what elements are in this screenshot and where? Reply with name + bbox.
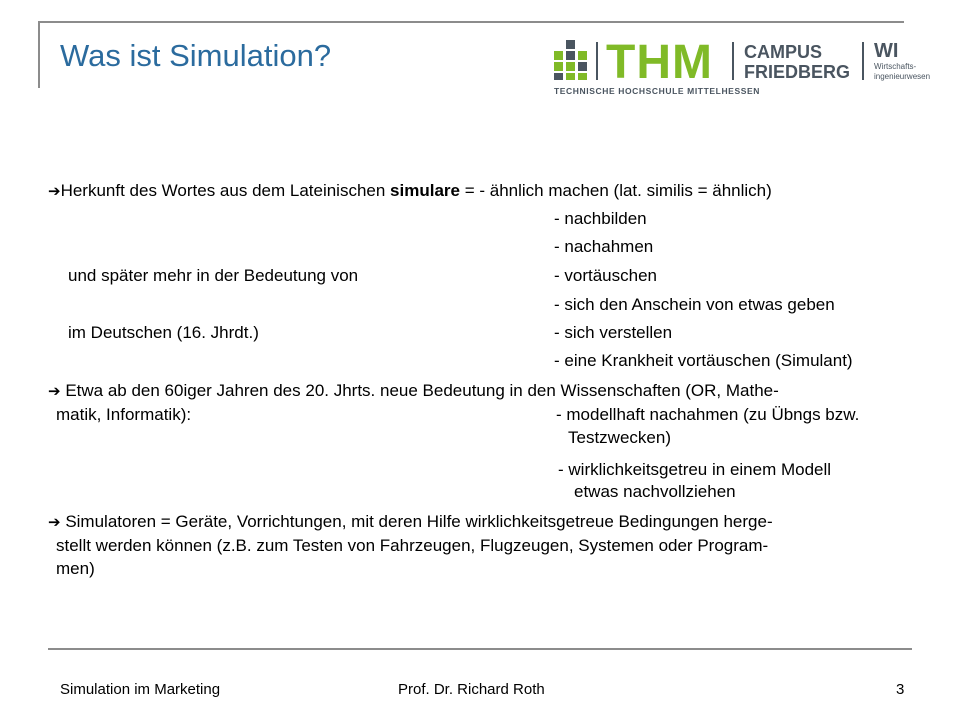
logo-dept: WI [874, 40, 899, 62]
meaning-4: - sich den Anschein von etwas geben [554, 295, 835, 314]
logo-campus-line2: FRIEDBERG [744, 62, 851, 82]
bullet-3-line1: Simulatoren = Geräte, Vorrichtungen, mit deren Hilfe wirklichkeitsgetreue Bedingungen herge- [65, 512, 773, 531]
bullet-1 [48, 181, 772, 202]
slide-title: Was ist Simulation? [60, 38, 332, 73]
bullet-3 [48, 512, 773, 533]
footer-author: Prof. Dr. Richard Roth [398, 681, 545, 698]
bullet-2-meaning-2a: - wirklichkeitsgetreu in einem Modell [558, 460, 832, 479]
footer-rule [48, 648, 912, 650]
bullet-2-meaning-2b: etwas nachvollziehen [574, 482, 736, 501]
later-meaning-label: und später mehr in der Bedeutung von [68, 266, 359, 285]
logo-brand: THM [606, 36, 713, 89]
page-number: 3 [896, 681, 905, 698]
logo-campus-line1: CAMPUS [744, 42, 823, 62]
bullet-1-text: Herkunft des Wortes aus dem Lateinischen [60, 181, 391, 200]
german-label: im Deutschen (16. Jhrdt.) [68, 323, 259, 342]
arrow-right-icon: ➔ [48, 183, 61, 200]
meaning-1: - nachbilden [554, 209, 647, 228]
bullet-1-tail: = - ähnlich machen (lat. similis = ähnlich) [459, 181, 772, 200]
logo-dept-sub2: ingenieurwesen [874, 72, 931, 81]
bullet-2-line2: matik, Informatik): [56, 405, 192, 424]
logo-brand-subtitle: TECHNISCHE HOCHSCHULE MITTELHESSEN [554, 86, 760, 96]
meaning-3: - vortäuschen [554, 266, 657, 285]
bullet-2-line1: Etwa ab den 60iger Jahren des 20. Jhrts. neue Bedeutung in den Wissenschaften (OR, Mathe- [65, 381, 779, 400]
arrow-right-icon: ➔ [48, 383, 61, 400]
meaning-6: - eine Krankheit vortäuschen (Simulant) [554, 351, 853, 370]
meaning-2: - nachahmen [554, 237, 654, 256]
bullet-3-line2: stellt werden können (z.B. zum Testen von Fahrzeugen, Flugzeugen, Systemen oder Program- [56, 536, 769, 555]
bullet-3-line3: men) [56, 559, 95, 578]
footer-course: Simulation im Marketing [60, 681, 221, 698]
meaning-5: - sich verstellen [554, 323, 673, 342]
bullet-1-bold: simulare [390, 181, 460, 200]
bullet-2-meaning-1a: - modellhaft nachahmen (zu Übngs bzw. [556, 405, 860, 424]
bullet-2-meaning-1b: Testzwecken) [568, 428, 671, 447]
bullet-2 [48, 381, 779, 402]
arrow-right-icon: ➔ [48, 514, 61, 531]
logo-dept-sub1: Wirtschafts- [874, 62, 917, 71]
